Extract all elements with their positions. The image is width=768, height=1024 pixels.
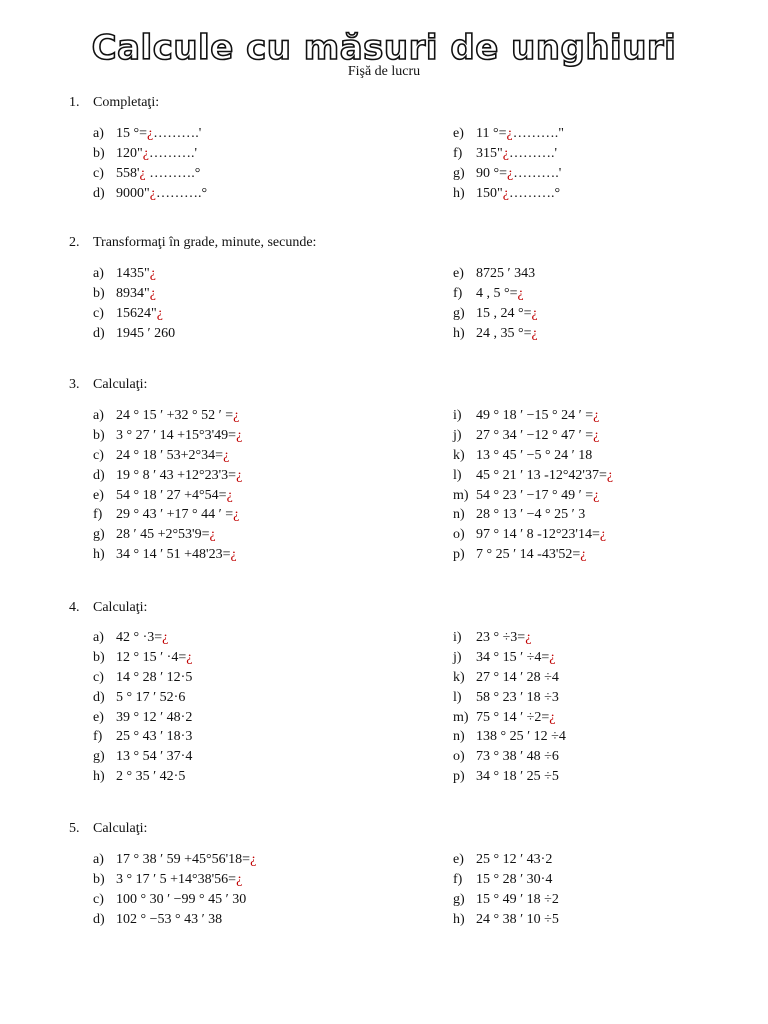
exercise-item	[453, 747, 566, 767]
item-label: h)	[453, 325, 465, 341]
exercise-item	[93, 284, 175, 304]
item-expression: 28 ° 13 ′ −4 ° 25 ′ 3	[476, 507, 586, 523]
exercise-number: 1.	[69, 95, 80, 110]
exercise-item	[93, 688, 192, 708]
item-label: k)	[453, 447, 465, 463]
item-expression: 54 ° 23 ′ −17 ° 49 ′ =	[476, 487, 594, 503]
exercise-title: Calculaţi:	[93, 600, 148, 615]
page-subtitle: Fişă de lucru	[347, 64, 421, 79]
item-label: h)	[93, 547, 105, 563]
exercise-column-left	[93, 406, 242, 565]
exercise-item	[453, 870, 559, 890]
answer-blank: ………."	[512, 126, 564, 141]
exercise-item	[93, 850, 256, 870]
exercise-item	[453, 324, 538, 344]
answer-placeholder-mark: ¿	[223, 447, 230, 463]
answer-blank: ……….'	[153, 126, 202, 141]
item-expression: 7 ° 25 ′ 14 -43'52=	[476, 547, 581, 563]
exercise-column-left	[93, 264, 175, 344]
item-expression: 25 ° 43 ′ 18·3	[116, 729, 193, 745]
answer-placeholder-mark: ¿	[236, 427, 243, 443]
item-expression: 4 , 5 °=	[476, 285, 518, 301]
item-expression: 24 ° 15 ′ +32 ° 52 ′ =	[116, 408, 234, 423]
answer-placeholder-mark: ¿	[549, 649, 556, 665]
exercise-item	[453, 525, 613, 545]
item-label: c)	[93, 891, 104, 907]
answer-placeholder-mark: ¿	[517, 285, 524, 301]
item-expression: 54 ° 18 ′ 27 +4°54=	[116, 487, 227, 503]
item-label: g)	[453, 891, 465, 907]
item-label: j)	[453, 427, 462, 443]
item-expression: 12 ° 15 ′ ·4=	[116, 649, 187, 665]
exercise-item	[453, 304, 538, 324]
exercise-item	[93, 628, 192, 648]
item-expression: 15 ° 49 ′ 18 ÷2	[476, 891, 559, 907]
item-expression: 34 ° 14 ′ 51 +48'23=	[116, 547, 231, 563]
exercise-item	[453, 910, 559, 930]
answer-placeholder-mark: ¿	[230, 547, 237, 563]
item-expression: 39 ° 12 ′ 48·2	[116, 709, 193, 725]
answer-placeholder-mark: ¿	[531, 325, 538, 341]
item-expression: 34 ° 15 ′ ÷4=	[476, 649, 550, 665]
exercise-heading	[69, 599, 147, 617]
item-expression: 2 ° 35 ′ 42·5	[116, 769, 186, 785]
item-expression: 24 , 35 °=	[476, 325, 532, 341]
exercise-item	[453, 628, 566, 648]
exercise-item	[93, 890, 256, 910]
answer-placeholder-mark: ¿	[147, 126, 154, 141]
exercise-item	[453, 164, 564, 184]
item-expression: 24 ° 38 ′ 10 ÷5	[476, 911, 559, 927]
exercise-item	[453, 668, 566, 688]
exercise-item	[93, 910, 256, 930]
answer-placeholder-mark: ¿	[599, 527, 607, 543]
exercise-item	[93, 648, 192, 668]
exercise-item	[93, 164, 207, 184]
exercise-column-right	[453, 264, 538, 344]
exercise-item	[93, 486, 242, 506]
answer-placeholder-mark: ¿	[233, 408, 240, 423]
item-label: i)	[453, 630, 462, 645]
item-expression: 15 °=	[116, 126, 147, 141]
answer-placeholder-mark: ¿	[139, 165, 146, 181]
item-label: e)	[93, 709, 104, 725]
exercise-heading	[69, 234, 316, 252]
exercise-column-right	[453, 124, 564, 204]
exercise-item	[453, 708, 566, 728]
exercise-item	[93, 466, 242, 486]
item-label: m)	[453, 709, 469, 725]
item-label: b)	[93, 427, 105, 443]
item-expression: 34 ° 18 ′ 25 ÷5	[476, 769, 559, 785]
exercise-item	[93, 708, 192, 728]
item-label: a)	[93, 630, 104, 645]
item-expression: 8725 ′ 343	[476, 266, 536, 281]
answer-placeholder-mark: ¿	[149, 266, 156, 281]
answer-placeholder-mark: ¿	[507, 165, 514, 181]
answer-placeholder-mark: ¿	[233, 507, 240, 523]
exercise-item	[93, 264, 175, 284]
item-expression: 27 ° 34 ′ −12 ° 47 ′ =	[476, 427, 594, 443]
item-label: b)	[93, 649, 105, 665]
item-label: n)	[453, 729, 465, 745]
exercise-item	[93, 304, 175, 324]
exercise-number: 2.	[69, 235, 80, 250]
item-label: g)	[93, 749, 105, 765]
item-expression: 138 ° 25 ′ 12 ÷4	[476, 729, 566, 745]
item-expression: 28 ′ 45 +2°53'9=	[116, 527, 210, 543]
exercise-item	[453, 426, 613, 446]
exercise-item	[453, 648, 566, 668]
exercise-column-left	[93, 628, 192, 787]
answer-placeholder-mark: ¿	[156, 305, 163, 321]
item-label: l)	[453, 467, 462, 483]
item-label: a)	[93, 126, 104, 141]
exercise-number: 4.	[69, 600, 80, 615]
item-expression: 5 ° 17 ′ 52·6	[116, 689, 186, 705]
item-expression: 45 ° 21 ′ 13 -12°42'37=	[476, 467, 607, 483]
exercise-column-left	[93, 850, 256, 930]
item-label: f)	[453, 145, 463, 161]
item-label: c)	[93, 447, 104, 463]
item-expression: 97 ° 14 ′ 8 -12°23'14=	[476, 527, 600, 543]
item-label: a)	[93, 266, 104, 281]
item-expression: 73 ° 38 ′ 48 ÷6	[476, 749, 559, 765]
item-label: b)	[93, 871, 105, 887]
item-expression: 558'	[116, 165, 140, 181]
exercise-item	[453, 144, 564, 164]
item-label: h)	[93, 769, 105, 785]
exercise-heading	[69, 376, 147, 394]
answer-placeholder-mark: ¿	[236, 467, 243, 483]
item-label: g)	[453, 165, 465, 181]
item-expression: 24 ° 18 ′ 53+2°34=	[116, 447, 224, 463]
item-expression: 75 ° 14 ′ ÷2=	[476, 709, 550, 725]
answer-placeholder-mark: ¿	[549, 709, 556, 725]
exercise-item	[453, 264, 538, 284]
item-label: h)	[453, 185, 465, 201]
item-expression: 58 ° 23 ′ 18 ÷3	[476, 689, 559, 705]
item-expression: 15 ° 28 ′ 30·4	[476, 871, 553, 887]
item-expression: 315"	[476, 145, 503, 161]
item-label: l)	[453, 689, 462, 705]
exercise-item	[453, 284, 538, 304]
answer-placeholder-mark: ¿	[162, 630, 169, 645]
item-expression: 8934"	[116, 285, 150, 301]
exercise-item	[93, 124, 207, 144]
item-label: o)	[453, 527, 465, 543]
exercise-number: 3.	[69, 377, 80, 392]
answer-placeholder-mark: ¿	[142, 145, 149, 161]
answer-placeholder-mark: ¿	[531, 305, 538, 321]
item-label: h)	[453, 911, 465, 927]
item-expression: 3 ° 17 ′ 5 +14°38'56=	[116, 871, 237, 887]
exercise-item	[93, 426, 242, 446]
item-label: d)	[93, 325, 105, 341]
exercise-item	[93, 144, 207, 164]
item-expression: 3 ° 27 ′ 14 +15°3'49=	[116, 427, 237, 443]
item-label: e)	[453, 126, 464, 141]
exercise-heading	[69, 820, 147, 838]
answer-placeholder-mark: ¿	[593, 408, 600, 423]
item-label: p)	[453, 547, 465, 563]
exercise-item	[453, 850, 559, 870]
item-label: c)	[93, 305, 104, 321]
item-expression: 14 ° 28 ′ 12·5	[116, 669, 193, 685]
item-expression: 90 °=	[476, 165, 507, 181]
answer-blank: ……….'	[513, 165, 562, 181]
item-label: d)	[93, 911, 105, 927]
item-label: k)	[453, 669, 465, 685]
item-label: a)	[93, 852, 104, 867]
item-label: b)	[93, 145, 105, 161]
exercise-title: Transformaţi în grade, minute, secunde:	[93, 235, 317, 250]
item-label: j)	[453, 649, 462, 665]
item-label: f)	[93, 729, 103, 745]
item-label: c)	[93, 165, 104, 181]
item-expression: 23 ° ÷3=	[476, 630, 526, 645]
exercise-item	[453, 406, 613, 426]
item-label: o)	[453, 749, 465, 765]
answer-placeholder-mark: ¿	[506, 126, 513, 141]
exercise-item	[93, 324, 175, 344]
item-expression: 29 ° 43 ′ +17 ° 44 ′ =	[116, 507, 234, 523]
item-expression: 17 ° 38 ′ 59 +45°56'18=	[116, 852, 251, 867]
answer-placeholder-mark: ¿	[593, 487, 600, 503]
exercise-number: 5.	[69, 821, 80, 836]
item-label: a)	[93, 408, 104, 423]
exercise-item	[93, 747, 192, 767]
answer-placeholder-mark: ¿	[209, 527, 216, 543]
exercise-item	[453, 184, 564, 204]
item-label: p)	[453, 769, 465, 785]
item-expression: 13 ° 45 ′ −5 ° 24 ′ 18	[476, 447, 593, 463]
item-label: e)	[453, 852, 464, 867]
answer-blank: ……….°	[145, 165, 201, 181]
item-expression: 11 °=	[476, 126, 507, 141]
exercise-column-right	[453, 628, 566, 787]
exercise-item	[453, 446, 613, 466]
item-label: g)	[93, 527, 105, 543]
answer-placeholder-mark: ¿	[186, 649, 193, 665]
item-label: f)	[93, 507, 103, 523]
answer-blank: ……….°	[155, 185, 208, 201]
exercise-column-right	[453, 406, 613, 565]
item-label: d)	[93, 467, 105, 483]
item-label: i)	[453, 408, 462, 423]
answer-placeholder-mark: ¿	[250, 852, 257, 867]
exercise-item	[453, 505, 613, 525]
answer-placeholder-mark: ¿	[502, 145, 509, 161]
exercise-item	[453, 688, 566, 708]
exercise-item	[453, 124, 564, 144]
item-expression: 15 , 24 °=	[476, 305, 532, 321]
exercise-item	[93, 446, 242, 466]
answer-blank: ……….'	[148, 145, 197, 161]
answer-blank: ……….'	[508, 145, 557, 161]
item-expression: 25 ° 12 ′ 43·2	[476, 852, 553, 867]
exercise-item	[93, 767, 192, 787]
item-label: d)	[93, 689, 105, 705]
answer-blank: ……….°	[508, 185, 561, 201]
item-label: b)	[93, 285, 105, 301]
exercise-item	[93, 406, 242, 426]
item-expression: 49 ° 18 ′ −15 ° 24 ′ =	[476, 408, 594, 423]
item-expression: 9000"	[116, 185, 150, 201]
exercise-title: Completaţi:	[93, 95, 160, 110]
exercise-title: Calculaţi:	[93, 377, 148, 392]
exercise-item	[453, 890, 559, 910]
item-expression: 1435"	[116, 266, 150, 281]
answer-placeholder-mark: ¿	[236, 871, 243, 887]
exercise-item	[453, 466, 613, 486]
exercise-item	[453, 727, 566, 747]
item-label: n)	[453, 507, 465, 523]
item-expression: 19 ° 8 ′ 43 +12°23'3=	[116, 467, 237, 483]
item-label: d)	[93, 185, 105, 201]
item-expression: 102 ° −53 ° 43 ′ 38	[116, 911, 223, 927]
answer-placeholder-mark: ¿	[149, 185, 156, 201]
exercise-title: Calculaţi:	[93, 821, 148, 836]
answer-placeholder-mark: ¿	[149, 285, 156, 301]
answer-placeholder-mark: ¿	[525, 630, 532, 645]
item-expression: 42 ° ·3=	[116, 630, 163, 645]
exercise-item	[93, 727, 192, 747]
item-expression: 15624"	[116, 305, 157, 321]
item-expression: 120"	[116, 145, 143, 161]
answer-placeholder-mark: ¿	[593, 427, 600, 443]
answer-placeholder-mark: ¿	[502, 185, 509, 201]
exercise-item	[453, 545, 613, 565]
item-label: m)	[453, 487, 469, 503]
exercise-item	[93, 525, 242, 545]
item-label: g)	[453, 305, 465, 321]
exercise-item	[453, 767, 566, 787]
exercise-item	[93, 184, 207, 204]
item-label: c)	[93, 669, 104, 685]
exercise-item	[93, 870, 256, 890]
exercise-column-left	[93, 124, 207, 204]
item-expression: 100 ° 30 ′ −99 ° 45 ′ 30	[116, 891, 247, 907]
exercise-item	[93, 668, 192, 688]
item-expression: 27 ° 14 ′ 28 ÷4	[476, 669, 559, 685]
page-title: Calcule cu măsuri de unghiuri	[91, 28, 677, 68]
exercise-item	[93, 545, 242, 565]
answer-placeholder-mark: ¿	[606, 467, 614, 483]
answer-placeholder-mark: ¿	[226, 487, 233, 503]
exercise-heading	[69, 94, 159, 112]
item-label: e)	[453, 266, 464, 281]
item-label: f)	[453, 285, 463, 301]
item-expression: 1945 ′ 260	[116, 325, 176, 341]
item-expression: 150"	[476, 185, 503, 201]
item-label: f)	[453, 871, 463, 887]
answer-placeholder-mark: ¿	[580, 547, 587, 563]
item-expression: 13 ° 54 ′ 37·4	[116, 749, 193, 765]
exercise-item	[453, 486, 613, 506]
item-label: e)	[93, 487, 104, 503]
exercise-column-right	[453, 850, 559, 930]
exercise-item	[93, 505, 242, 525]
